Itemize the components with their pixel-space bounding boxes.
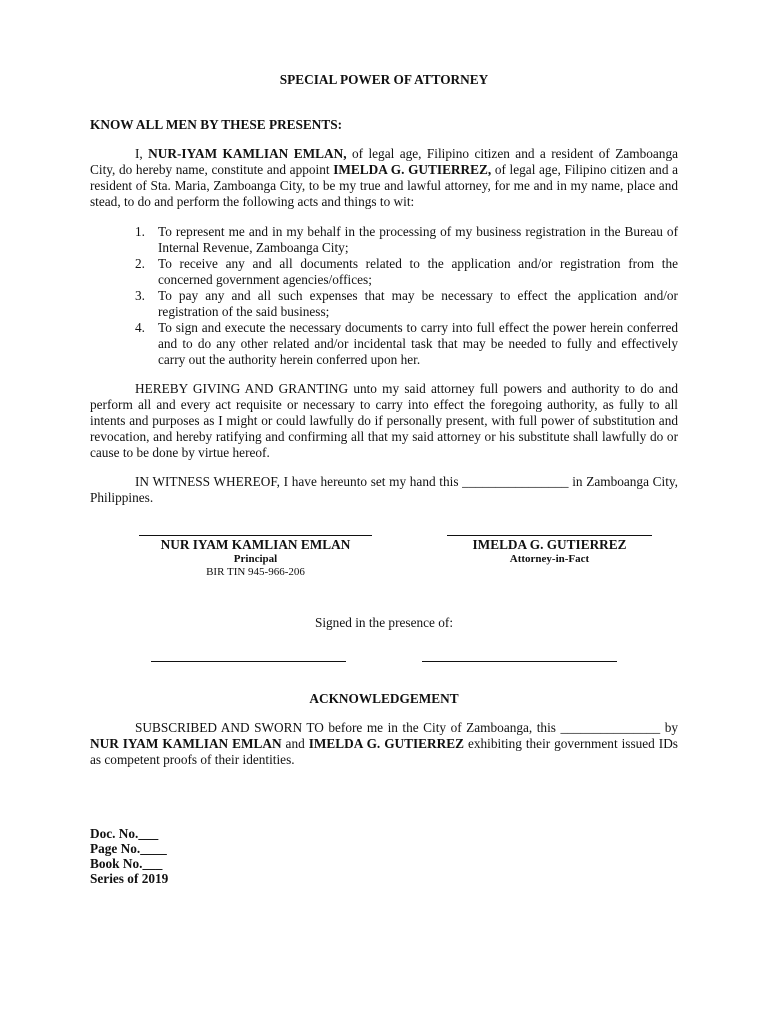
ack-and: and xyxy=(281,736,309,751)
granting-paragraph: HEREBY GIVING AND GRANTING unto my said attorney full powers and authority to do and perform all and every act requisite or necessary to carry into effect the foregoing authority, as fully to all intents and purposes as I might or could lawfully do if personally present, with full power of substitution and revocation, and hereby ratifying and confirming all that my said attorney or his substitute shall lawfully do or cause to be done by virtue hereof. xyxy=(90,381,678,460)
page-number: Page No.____ xyxy=(90,841,167,856)
list-item xyxy=(90,256,678,288)
list-item-number: 3. xyxy=(135,288,145,303)
witness-signature-row xyxy=(90,647,678,667)
witness-signature-line-2 xyxy=(422,661,617,662)
attorney-name-inline: IMELDA G. GUTIERREZ, xyxy=(333,162,492,177)
intro-mid: of legal age, Filipino citizen and a resident of Zamboanga City, do hereby name, constitute and appoint xyxy=(90,146,679,177)
principal-tin: BIR TIN 945-966-206 xyxy=(206,566,305,578)
acknowledgement-title: ACKNOWLEDGEMENT xyxy=(309,691,459,706)
list-item-text: To receive any and all documents related to the application and/or registration from the concerned government agencies/offices; xyxy=(158,256,678,287)
witness-paragraph xyxy=(90,474,678,506)
ack-post: exhibiting their government issued IDs as competent proofs of their identities. xyxy=(90,736,678,767)
principal-name: NUR IYAM KAMLIAN EMLAN xyxy=(160,537,351,552)
list-item-text: To sign and execute the necessary documents to carry into full effect the power herein conferred and to do any other related and/or incidental task that may be needed to fully and effectively carry out the authority herein conferred upon her. xyxy=(158,320,678,367)
ack-by: by xyxy=(660,720,679,735)
acknowledgement-paragraph xyxy=(90,720,678,768)
witness-pre: IN WITNESS WHEREOF, I have hereunto set my hand this xyxy=(135,474,459,489)
attorney-signature-line xyxy=(447,535,652,536)
ack-date-blank: _______________ xyxy=(560,720,661,735)
principal-signature-block xyxy=(139,535,372,579)
witness-signature-line-1 xyxy=(151,661,346,662)
book-number: Book No.___ xyxy=(90,856,163,871)
document-page xyxy=(90,70,678,886)
powers-list xyxy=(90,224,678,368)
ack-pre: SUBSCRIBED AND SWORN TO before me in the City of Zamboanga, this xyxy=(135,720,556,735)
principal-name-inline: NUR-IYAM KAMLIAN EMLAN, xyxy=(148,146,347,161)
notary-block xyxy=(90,826,678,886)
series-year: Series of 2019 xyxy=(90,871,169,886)
know-all-heading: KNOW ALL MEN BY THESE PRESENTS: xyxy=(90,117,343,132)
intro-paragraph xyxy=(90,146,678,210)
list-item-text: To pay any and all such expenses that may be necessary to effect the application and/or registration of the said business; xyxy=(158,288,678,319)
intro-post: of legal age, Filipino citizen and a resident of Sta. Maria, Zamboanga City, to be my true and lawful attorney, for me and in my name, place and stead, to do and perform the following acts and things to wit: xyxy=(90,162,679,209)
list-item xyxy=(90,288,678,320)
signature-row xyxy=(90,535,678,593)
intro-pre: I, xyxy=(135,146,149,161)
list-item-number: 1. xyxy=(135,224,145,239)
signed-presence-text: Signed in the presence of: xyxy=(314,615,454,630)
ack-name-attorney: IMELDA G. GUTIERREZ xyxy=(308,736,464,751)
principal-signature-line xyxy=(139,535,372,536)
attorney-role: Attorney-in-Fact xyxy=(509,553,590,565)
attorney-name: IMELDA G. GUTIERREZ xyxy=(472,537,627,552)
attorney-signature-block xyxy=(447,535,652,566)
list-item-number: 4. xyxy=(135,320,145,335)
list-item-text: To represent me and in my behalf in the processing of my business registration in the Bureau of Internal Revenue, Zamboanga City; xyxy=(158,224,678,255)
list-item xyxy=(90,320,678,368)
list-item-number: 2. xyxy=(135,256,145,271)
doc-number: Doc. No.___ xyxy=(90,826,159,841)
list-item xyxy=(90,224,678,256)
witness-post: in Zamboanga City, Philippines. xyxy=(90,474,679,505)
principal-role: Principal xyxy=(233,553,278,565)
date-blank: ________________ xyxy=(462,474,569,489)
document-title: SPECIAL POWER OF ATTORNEY xyxy=(279,72,489,87)
ack-name-principal: NUR IYAM KAMLIAN EMLAN xyxy=(90,736,282,751)
